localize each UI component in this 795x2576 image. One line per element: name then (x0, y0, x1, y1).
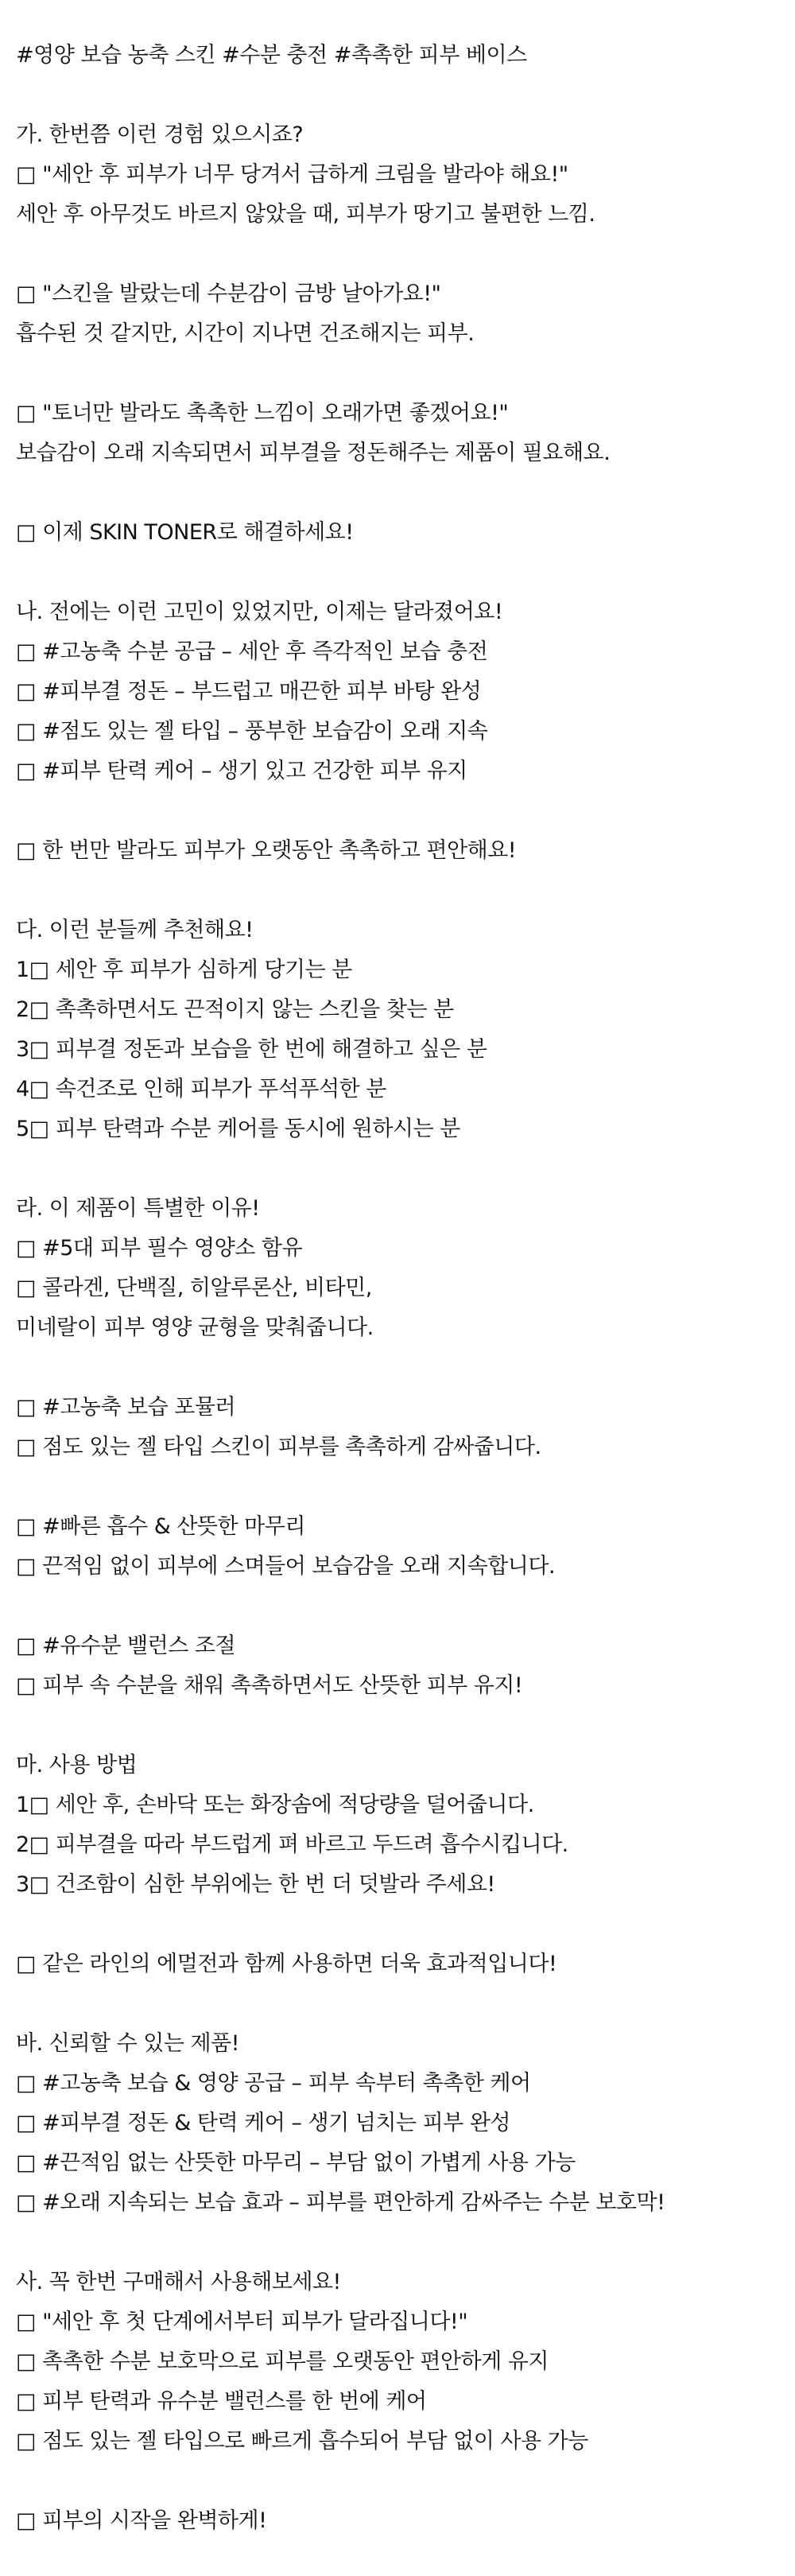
text-line: □ #5대 피부 필수 영양소 함유 (16, 1236, 303, 1261)
text-line: □ #피부 탄력 케어 – 생기 있고 건강한 피부 유지 (16, 759, 467, 783)
text-line: □ #고농축 보습 포뮬러 (16, 1395, 236, 1420)
text-line: 1□ 세안 후 피부가 심하게 당기는 분 (16, 958, 352, 982)
text-line: 1□ 세안 후, 손바닥 또는 화장솜에 적당량을 덜어줍니다. (16, 1793, 534, 1817)
text-line: □ #피부결 정돈 – 부드럽고 매끈한 피부 바탕 완성 (16, 679, 482, 704)
text-line: 2□ 촉촉하면서도 끈적이지 않는 스킨을 찾는 분 (16, 997, 454, 1022)
text-line: □ 한 번만 발라도 피부가 오랫동안 촉촉하고 편안해요! (16, 838, 517, 863)
text-line: □ #유수분 밸런스 조절 (16, 1634, 236, 1658)
text-line: 5□ 피부 탄력과 수분 케어를 동시에 원하시는 분 (16, 1117, 460, 1141)
text-line: □ 이제 SKIN TONER로 해결하세요! (16, 520, 354, 545)
text-line: □ 점도 있는 젤 타입으로 빠르게 흡수되어 부담 없이 사용 가능 (16, 2429, 588, 2454)
text-line: □ #오래 지속되는 보습 효과 – 피부를 편안하게 감싸주는 수분 보호막! (16, 2190, 665, 2215)
section-heading-ma: 마. 사용 방법 (16, 1753, 138, 1778)
text-line: □ #피부결 정돈 & 탄력 케어 – 생기 넘치는 피부 완성 (16, 2111, 510, 2135)
text-line: □ "세안 후 첫 단계에서부터 피부가 달라집니다!" (16, 2310, 468, 2334)
section-heading-da: 다. 이런 분들께 추천해요! (16, 918, 254, 942)
text-line: 3□ 피부결 정돈과 보습을 한 번에 해결하고 싶은 분 (16, 1037, 487, 1062)
text-line: 세안 후 아무것도 바르지 않았을 때, 피부가 땅기고 불편한 느낌. (16, 202, 595, 227)
text-line: 흡수된 것 같지만, 시간이 지나면 건조해지는 피부. (16, 321, 475, 346)
text-line: □ 같은 라인의 에멀전과 함께 사용하면 더욱 효과적입니다! (16, 1952, 557, 1976)
section-heading-ra: 라. 이 제품이 특별한 이유! (16, 1196, 260, 1221)
hashtag-header: #영양 보습 농축 스킨 #수분 충전 #촉촉한 피부 베이스 (16, 43, 527, 68)
text-line: □ 피부의 시작을 완벽하게! (16, 2508, 267, 2533)
text-line: □ 촉촉한 수분 보호막으로 피부를 오랫동안 편안하게 유지 (16, 2349, 549, 2374)
text-line: □ 피부 탄력과 유수분 밸런스를 한 번에 케어 (16, 2389, 427, 2414)
text-line: 2□ 피부결을 따라 부드럽게 펴 바르고 두드려 흡수시킵니다. (16, 1832, 568, 1857)
text-line: □ 피부 속 수분을 채워 촉촉하면서도 산뜻한 피부 유지! (16, 1673, 523, 1698)
text-line: □ #점도 있는 젤 타입 – 풍부한 보습감이 오래 지속 (16, 719, 488, 744)
section-heading-na: 나. 전에는 이런 고민이 있었지만, 이제는 달라졌어요! (16, 600, 503, 624)
text-line: □ #고농축 수분 공급 – 세안 후 즉각적인 보습 충전 (16, 639, 488, 664)
section-heading-sa: 사. 꼭 한번 구매해서 사용해보세요! (16, 2270, 341, 2294)
text-line: □ "스킨을 발랐는데 수분감이 금방 날아가요!" (16, 282, 441, 306)
text-line: □ 끈적임 없이 피부에 스며들어 보습감을 오래 지속합니다. (16, 1554, 556, 1579)
text-line: □ 점도 있는 젤 타입 스킨이 피부를 촉촉하게 감싸줍니다. (16, 1435, 541, 1459)
text-line: □ 콜라겐, 단백질, 히알루론산, 비타민, (16, 1276, 372, 1300)
text-line: □ #끈적임 없는 산뜻한 마무리 – 부담 없이 가볍게 사용 가능 (16, 2151, 576, 2175)
text-line: 4□ 속건조로 인해 피부가 푸석푸석한 분 (16, 1077, 386, 1102)
text-line: □ "토너만 발라도 촉촉한 느낌이 오래가면 좋겠어요!" (16, 401, 509, 425)
text-line: 보습감이 오래 지속되면서 피부결을 정돈해주는 제품이 필요해요. (16, 441, 611, 465)
text-line: □ #빠른 흡수 & 산뜻한 마무리 (16, 1514, 305, 1539)
section-heading-ba: 바. 신뢰할 수 있는 제품! (16, 2031, 239, 2056)
text-line: □ "세안 후 피부가 너무 당겨서 급하게 크림을 발라야 해요!" (16, 162, 568, 187)
text-line: 3□ 건조함이 심한 부위에는 한 번 더 덧발라 주세요! (16, 1872, 495, 1897)
text-line: □ #고농축 보습 & 영양 공급 – 피부 속부터 촉촉한 케어 (16, 2071, 531, 2096)
section-heading-ga: 가. 한번쯤 이런 경험 있으시죠? (16, 122, 304, 147)
text-line: 미네랄이 피부 영양 균형을 맞춰줍니다. (16, 1315, 374, 1340)
